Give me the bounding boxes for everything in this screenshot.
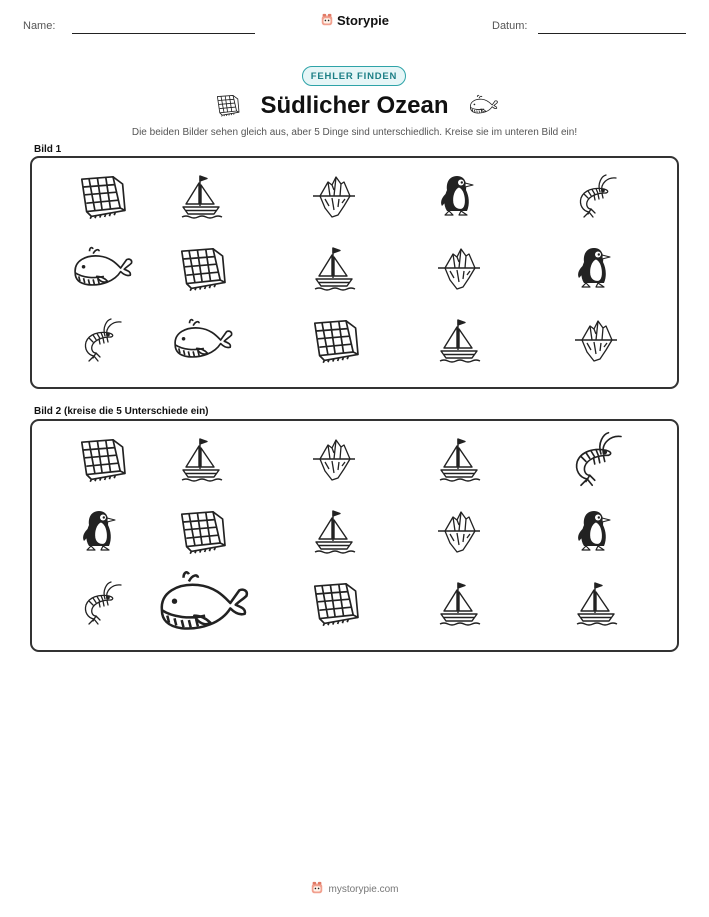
penguin-icon <box>572 507 620 555</box>
picture1-label: Bild 1 <box>34 144 62 155</box>
brand-name: Storypie <box>336 13 389 28</box>
picture1-item <box>435 244 483 292</box>
picture1-item <box>177 172 225 220</box>
sailboat-icon <box>177 435 225 483</box>
picture1-item <box>72 172 130 220</box>
iceberg-icon <box>310 435 358 483</box>
whale-icon <box>467 93 499 117</box>
iceberg-icon <box>435 507 483 555</box>
penguin-icon <box>77 507 125 555</box>
sailboat-icon <box>310 507 358 555</box>
blanket-icon <box>172 507 230 555</box>
whale-icon <box>68 244 135 292</box>
blanket-icon <box>72 172 130 220</box>
picture2-item[interactable] <box>305 579 363 627</box>
name-line[interactable] <box>72 33 255 34</box>
picture2-item[interactable] <box>151 567 252 639</box>
picture2-item[interactable] <box>435 579 483 627</box>
picture2-item[interactable] <box>572 507 620 555</box>
shrimp-icon <box>77 579 125 627</box>
footer-url[interactable]: mystorypie.com <box>328 884 399 895</box>
name-label: Name: <box>23 20 56 32</box>
picture2-item[interactable] <box>77 507 125 555</box>
sailboat-icon <box>435 316 483 364</box>
activity-badge: FEHLER FINDEN <box>302 66 406 86</box>
picture1-item <box>310 172 358 220</box>
blanket-icon <box>72 435 130 483</box>
sailboat-icon <box>435 579 483 627</box>
whale-icon <box>151 567 252 639</box>
picture1-item <box>572 244 620 292</box>
picture1-item <box>572 172 620 220</box>
brand-logo <box>0 13 709 28</box>
picture2-item[interactable] <box>572 579 620 627</box>
picture2-item[interactable] <box>566 429 626 489</box>
picture2-item[interactable] <box>310 507 358 555</box>
picture2-item[interactable] <box>435 507 483 555</box>
sailboat-icon <box>572 579 620 627</box>
shrimp-icon <box>572 172 620 220</box>
mascot-icon <box>320 13 334 27</box>
penguin-icon <box>572 244 620 292</box>
picture1-item <box>572 316 620 364</box>
picture2-item[interactable] <box>310 435 358 483</box>
picture2-panel[interactable] <box>30 419 679 652</box>
picture1-item <box>305 316 363 364</box>
whale-icon <box>168 316 235 364</box>
picture2-label: Bild 2 (kreise die 5 Unterschiede ein) <box>34 406 209 417</box>
sailboat-icon <box>435 435 483 483</box>
blanket-icon <box>172 244 230 292</box>
penguin-icon <box>435 172 483 220</box>
blanket-icon <box>305 579 363 627</box>
picture1-item <box>172 244 230 292</box>
picture1-panel <box>30 156 679 389</box>
page-title: Südlicher Ozean <box>260 92 449 119</box>
sailboat-icon <box>177 172 225 220</box>
picture2-item[interactable] <box>177 435 225 483</box>
picture2-item[interactable] <box>435 435 483 483</box>
picture1-item <box>68 244 135 292</box>
iceberg-icon <box>572 316 620 364</box>
picture1-item <box>77 316 125 364</box>
picture2-item[interactable] <box>77 579 125 627</box>
footer <box>0 881 709 895</box>
picture1-item <box>168 316 235 364</box>
instructions: Die beiden Bilder sehen gleich aus, aber 5 Dinge sind unterschiedlich. Kreise sie im unteren Bild ein! <box>131 127 578 138</box>
date-label: Datum: <box>492 20 528 32</box>
shrimp-icon <box>566 429 626 489</box>
picture2-item[interactable] <box>72 435 130 483</box>
picture2-item[interactable] <box>172 507 230 555</box>
mascot-icon <box>310 881 324 895</box>
iceberg-icon <box>310 172 358 220</box>
blanket-icon <box>305 316 363 364</box>
date-line[interactable] <box>538 33 686 34</box>
iceberg-icon <box>435 244 483 292</box>
picture1-item <box>435 172 483 220</box>
picture1-item <box>435 316 483 364</box>
shrimp-icon <box>77 316 125 364</box>
sailboat-icon <box>310 244 358 292</box>
picture1-item <box>310 244 358 292</box>
